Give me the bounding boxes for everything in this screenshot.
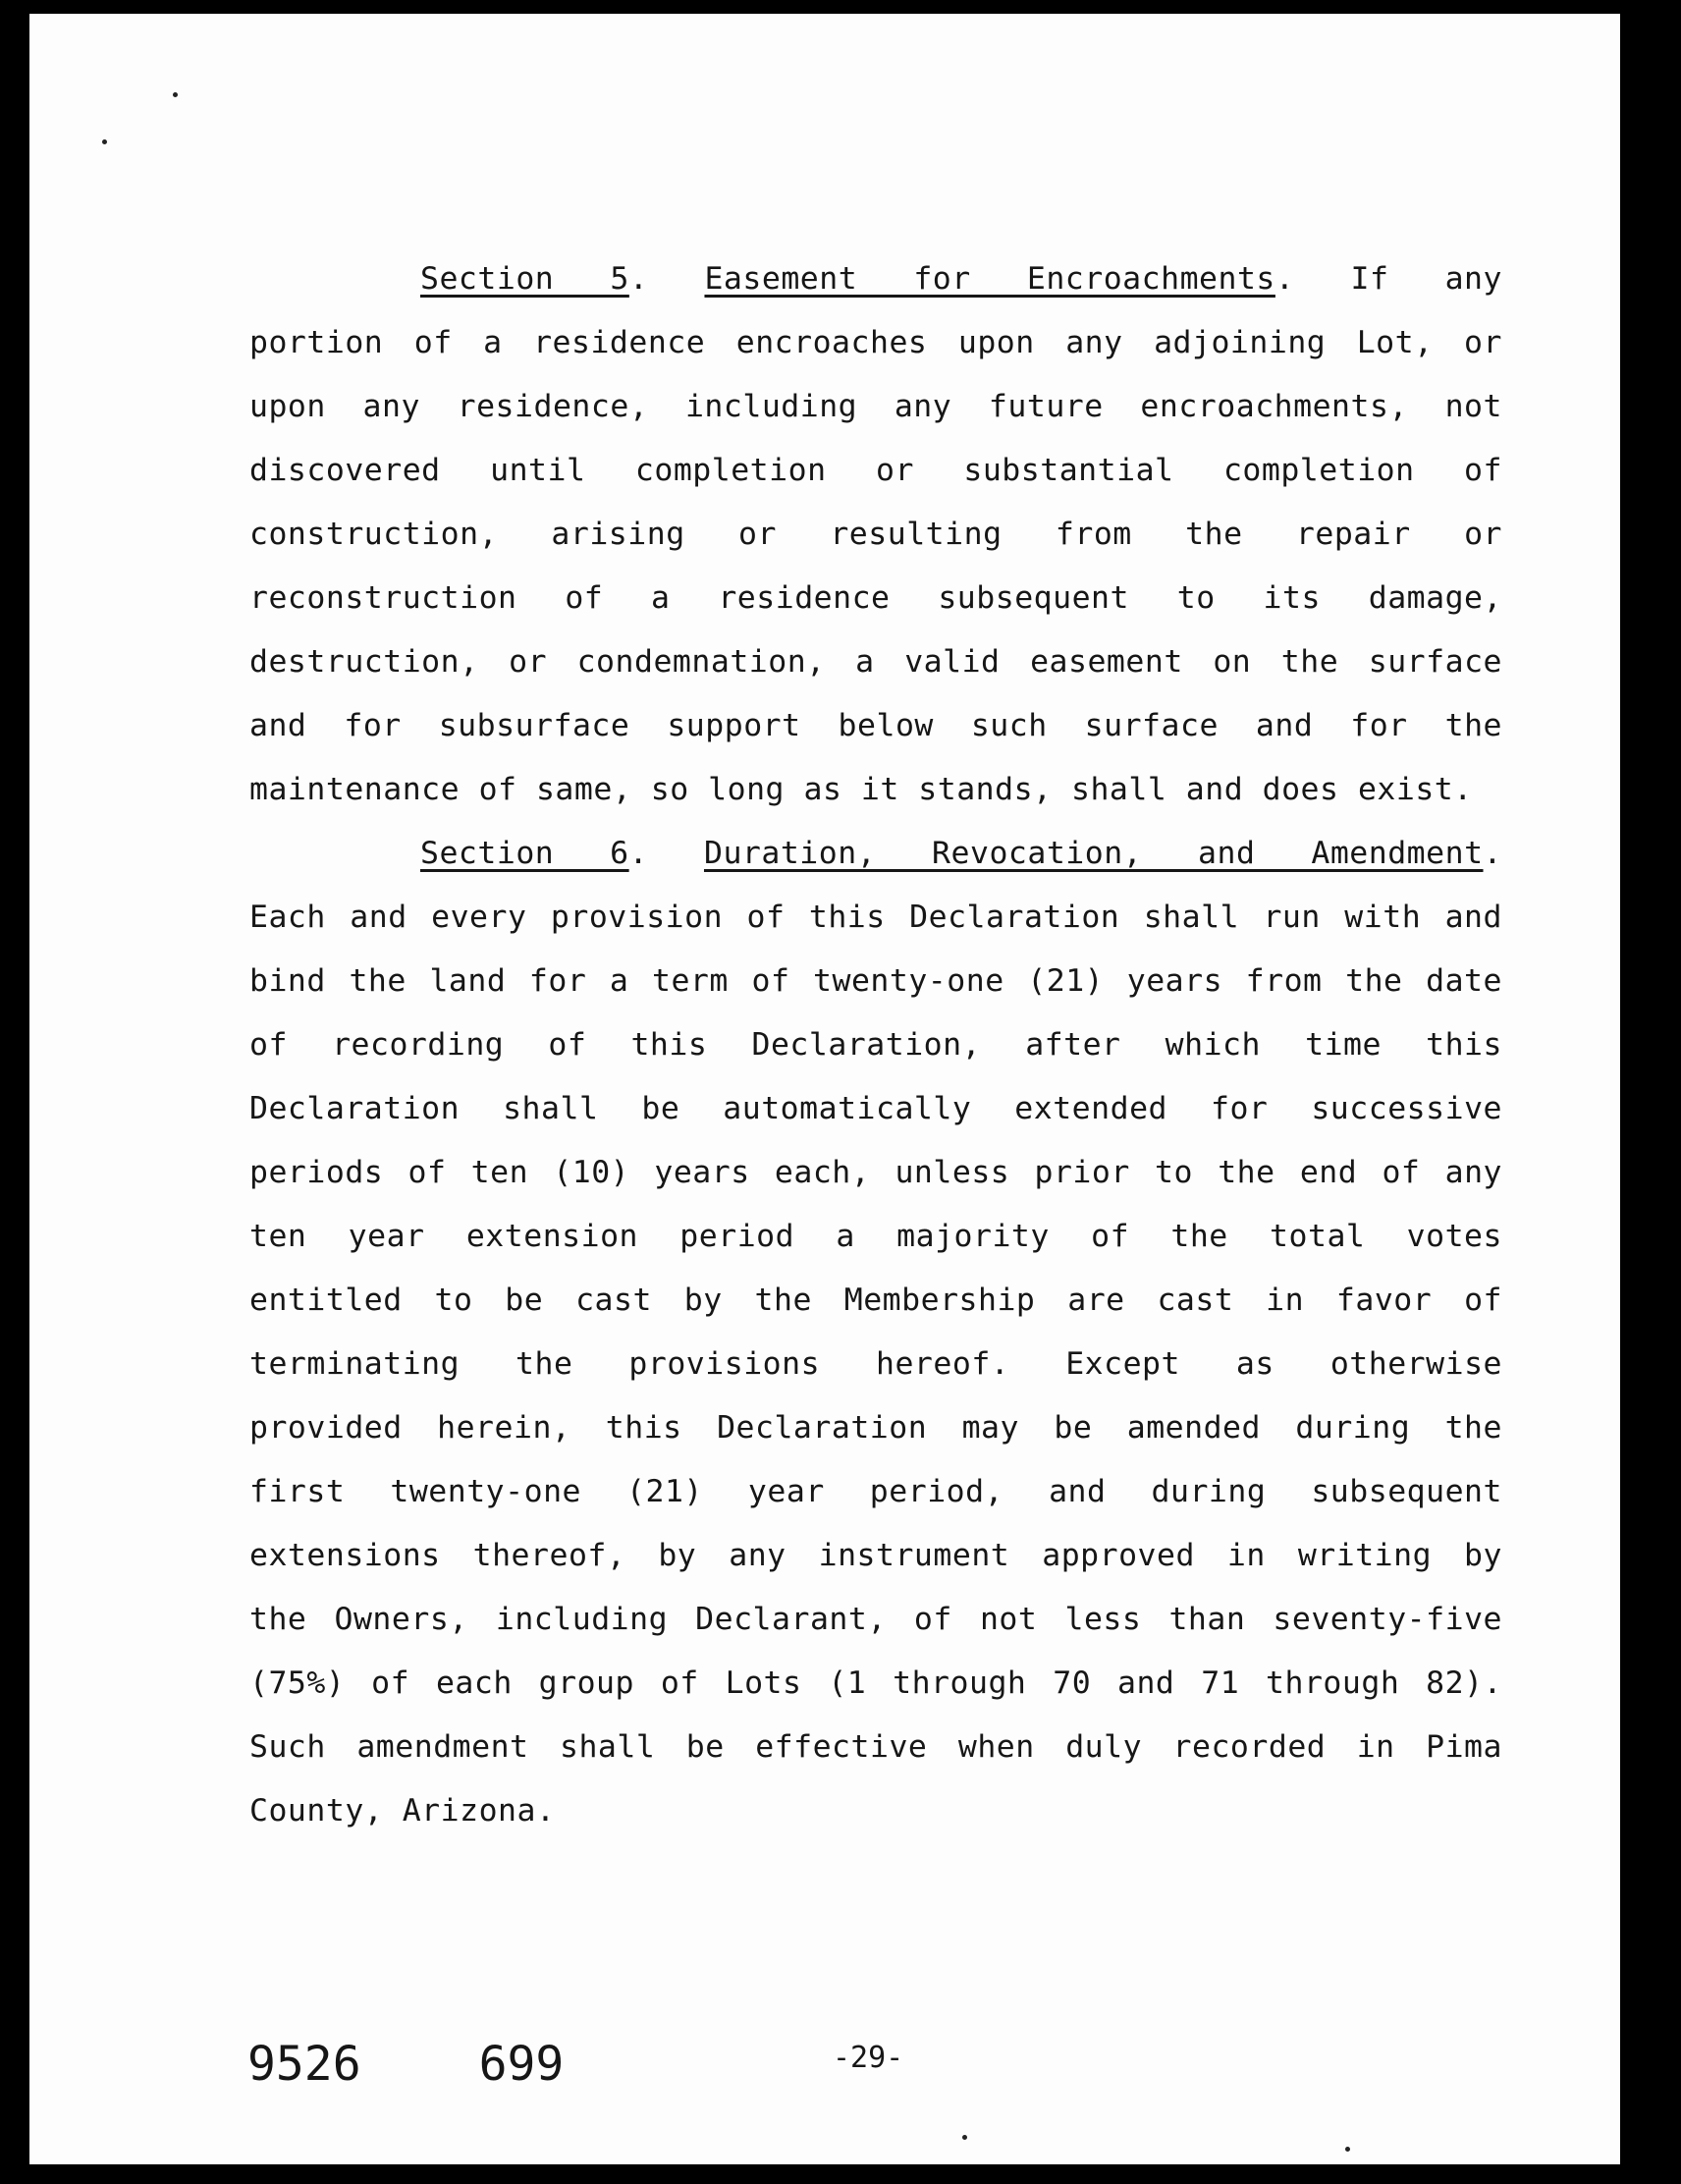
page-reference: 699 (478, 2037, 565, 2092)
section-5-line: discovered until completion or substantial completion of (249, 453, 1502, 488)
section-5-heading-line: Section 5. Easement for Encroachments. If any (420, 261, 1502, 297)
scan-speck (102, 139, 107, 144)
scan-speck (173, 92, 178, 97)
section-6-title: Duration, Revocation, and Amendment (703, 836, 1484, 871)
section-5-line: maintenance of same, so long as it stands, shall and does exist. (249, 772, 1473, 807)
section-5-line: reconstruction of a residence subsequent to its damage, (249, 580, 1502, 616)
section-5-line: construction, arising or resulting from the repair or (249, 517, 1502, 552)
section-5-line: and for subsurface support below such surface and for the (249, 708, 1502, 743)
section-6-line: Each and every provision of this Declaration shall run with and (249, 900, 1502, 935)
section-6-line: the Owners, including Declarant, of not less than seventy-five (249, 1602, 1502, 1637)
section-6-line: County, Arizona. (249, 1793, 556, 1829)
scan-speck (1345, 2147, 1350, 2152)
page-number: -29- (833, 2041, 904, 2075)
section-6-line: Such amendment shall be effective when duly recorded in Pima (249, 1729, 1502, 1765)
section-5-title: Easement for Encroachments (704, 261, 1275, 297)
section-5-line: If any (1350, 261, 1502, 297)
section-6-line: first twenty-one (21) year period, and during subsequent (249, 1474, 1502, 1509)
section-6-line: provided herein, this Declaration may be amended during the (249, 1410, 1502, 1446)
section-6-line: bind the land for a term of twenty-one (21) years from the date (249, 963, 1502, 999)
document-body (249, 247, 1502, 1843)
scan-speck (962, 2135, 967, 2140)
section-6-heading-line: Section 6. Duration, Revocation, and Amendment. (420, 836, 1502, 871)
section-6-line: entitled to be cast by the Membership are cast in favor of (249, 1283, 1502, 1318)
section-6-line: (75%) of each group of Lots (1 through 70 and 71 through 82). (249, 1665, 1502, 1701)
book-number: 9526 (247, 2037, 361, 2092)
section-6-line: Declaration shall be automatically extended for successive (249, 1091, 1502, 1126)
book-page-reference (247, 2037, 564, 2092)
section-5-line: destruction, or condemnation, a valid easement on the surface (249, 644, 1502, 680)
section-5-label: Section 5 (420, 261, 629, 297)
section-6-line: ten year extension period a majority of the total votes (249, 1219, 1502, 1254)
section-6-line: periods of ten (10) years each, unless prior to the end of any (249, 1155, 1502, 1190)
section-6-line: of recording of this Declaration, after which time this (249, 1027, 1502, 1063)
section-6-line: terminating the provisions hereof. Except as otherwise (249, 1346, 1502, 1382)
section-6-label: Section 6 (420, 836, 629, 871)
document-page (29, 14, 1620, 2164)
section-6-line: extensions thereof, by any instrument approved in writing by (249, 1538, 1502, 1573)
section-5-line: upon any residence, including any future encroachments, not (249, 389, 1502, 424)
section-5-line: portion of a residence encroaches upon any adjoining Lot, or (249, 325, 1502, 360)
